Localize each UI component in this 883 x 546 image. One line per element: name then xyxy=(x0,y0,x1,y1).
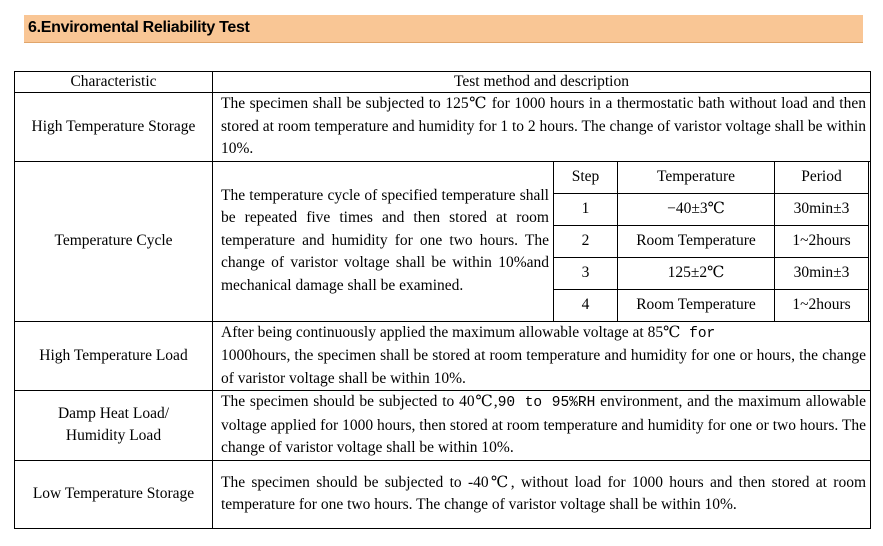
row-characteristic: Low Temperature Storage xyxy=(15,460,213,528)
table-row xyxy=(15,93,871,162)
row-description xyxy=(213,321,871,391)
cycle-temperature: −40±3℃ xyxy=(618,193,775,225)
header-characteristic: Characteristic xyxy=(15,72,213,93)
row-characteristic: High Temperature Storage xyxy=(15,93,213,162)
table-row xyxy=(15,161,871,321)
cycle-header-period: Period xyxy=(775,161,869,193)
cycle-period: 30min±3 xyxy=(775,193,869,225)
section-header xyxy=(24,15,863,43)
row-description-cell xyxy=(213,161,871,321)
row-description: The specimen should be subjected to -40℃, without load for 1000 hours and then stored at room temperature for one two hours. The change of varistor voltage shall be within 10%. xyxy=(213,460,871,528)
row-characteristic xyxy=(15,391,213,461)
cycle-step: 3 xyxy=(554,257,618,289)
cycle-row xyxy=(554,289,869,321)
reliability-test-table xyxy=(14,71,871,529)
section-title: 6.Enviromental Reliability Test xyxy=(28,19,250,36)
cycle-row xyxy=(554,257,869,289)
cycle-step: 2 xyxy=(554,225,618,257)
cycle-header-temperature: Temperature xyxy=(618,161,775,193)
cycle-step: 1 xyxy=(554,193,618,225)
desc-part: for xyxy=(680,325,716,342)
cycle-temperature: Room Temperature xyxy=(618,289,775,321)
characteristic-line: Damp Heat Load/ xyxy=(57,404,170,422)
row-characteristic: High Temperature Load xyxy=(15,321,213,391)
temperature-cycle-table xyxy=(553,161,869,322)
header-method: Test method and description xyxy=(213,72,871,93)
table-row xyxy=(15,321,871,391)
cycle-temperature: 125±2℃ xyxy=(618,257,775,289)
row-description: The temperature cycle of specified temperature shall be repeated five times and then stored at room temperature and humidity for one two hours. The change of varistor voltage shall be within 10%and mechanical damage shall be examined. xyxy=(221,186,549,294)
cycle-period: 1~2hours xyxy=(775,225,869,257)
cycle-step: 4 xyxy=(554,289,618,321)
table-row xyxy=(15,391,871,461)
cycle-row xyxy=(554,225,869,257)
row-description xyxy=(213,391,871,461)
desc-part: The specimen should be subjected to 40℃, xyxy=(221,393,498,410)
cycle-header-step: Step xyxy=(554,161,618,193)
characteristic-line: Humidity Load xyxy=(65,427,162,445)
cycle-period: 30min±3 xyxy=(775,257,869,289)
row-characteristic: Temperature Cycle xyxy=(15,161,213,321)
cycle-period: 1~2hours xyxy=(775,289,869,321)
table-header-row xyxy=(15,72,871,93)
desc-part: 90 to 95%RH xyxy=(497,395,596,411)
row-description: The specimen shall be subjected to 125℃ for 1000 hours in a thermostatic bath without load and then stored at room temperature and humidity for 1 to 2 hours. The change of varistor voltage shall be within 10%. xyxy=(213,93,871,162)
cycle-header-row xyxy=(554,161,869,193)
desc-part: After being continuously applied the maximum allowable voltage at 85℃ xyxy=(221,323,681,341)
desc-part: environment, and the maximum allowable voltage applied for 1000 hours, then stored at room temperature and humidity for one or two hours. The change of varistor voltage shall be within 10%. xyxy=(221,393,867,456)
cycle-row xyxy=(554,193,869,225)
table-row xyxy=(15,460,871,528)
cycle-temperature: Room Temperature xyxy=(618,225,775,257)
desc-part: 1000hours, the specimen shall be stored at room temperature and humidity for one or hours, the change of varistor voltage shall be within 10%. xyxy=(221,347,866,387)
